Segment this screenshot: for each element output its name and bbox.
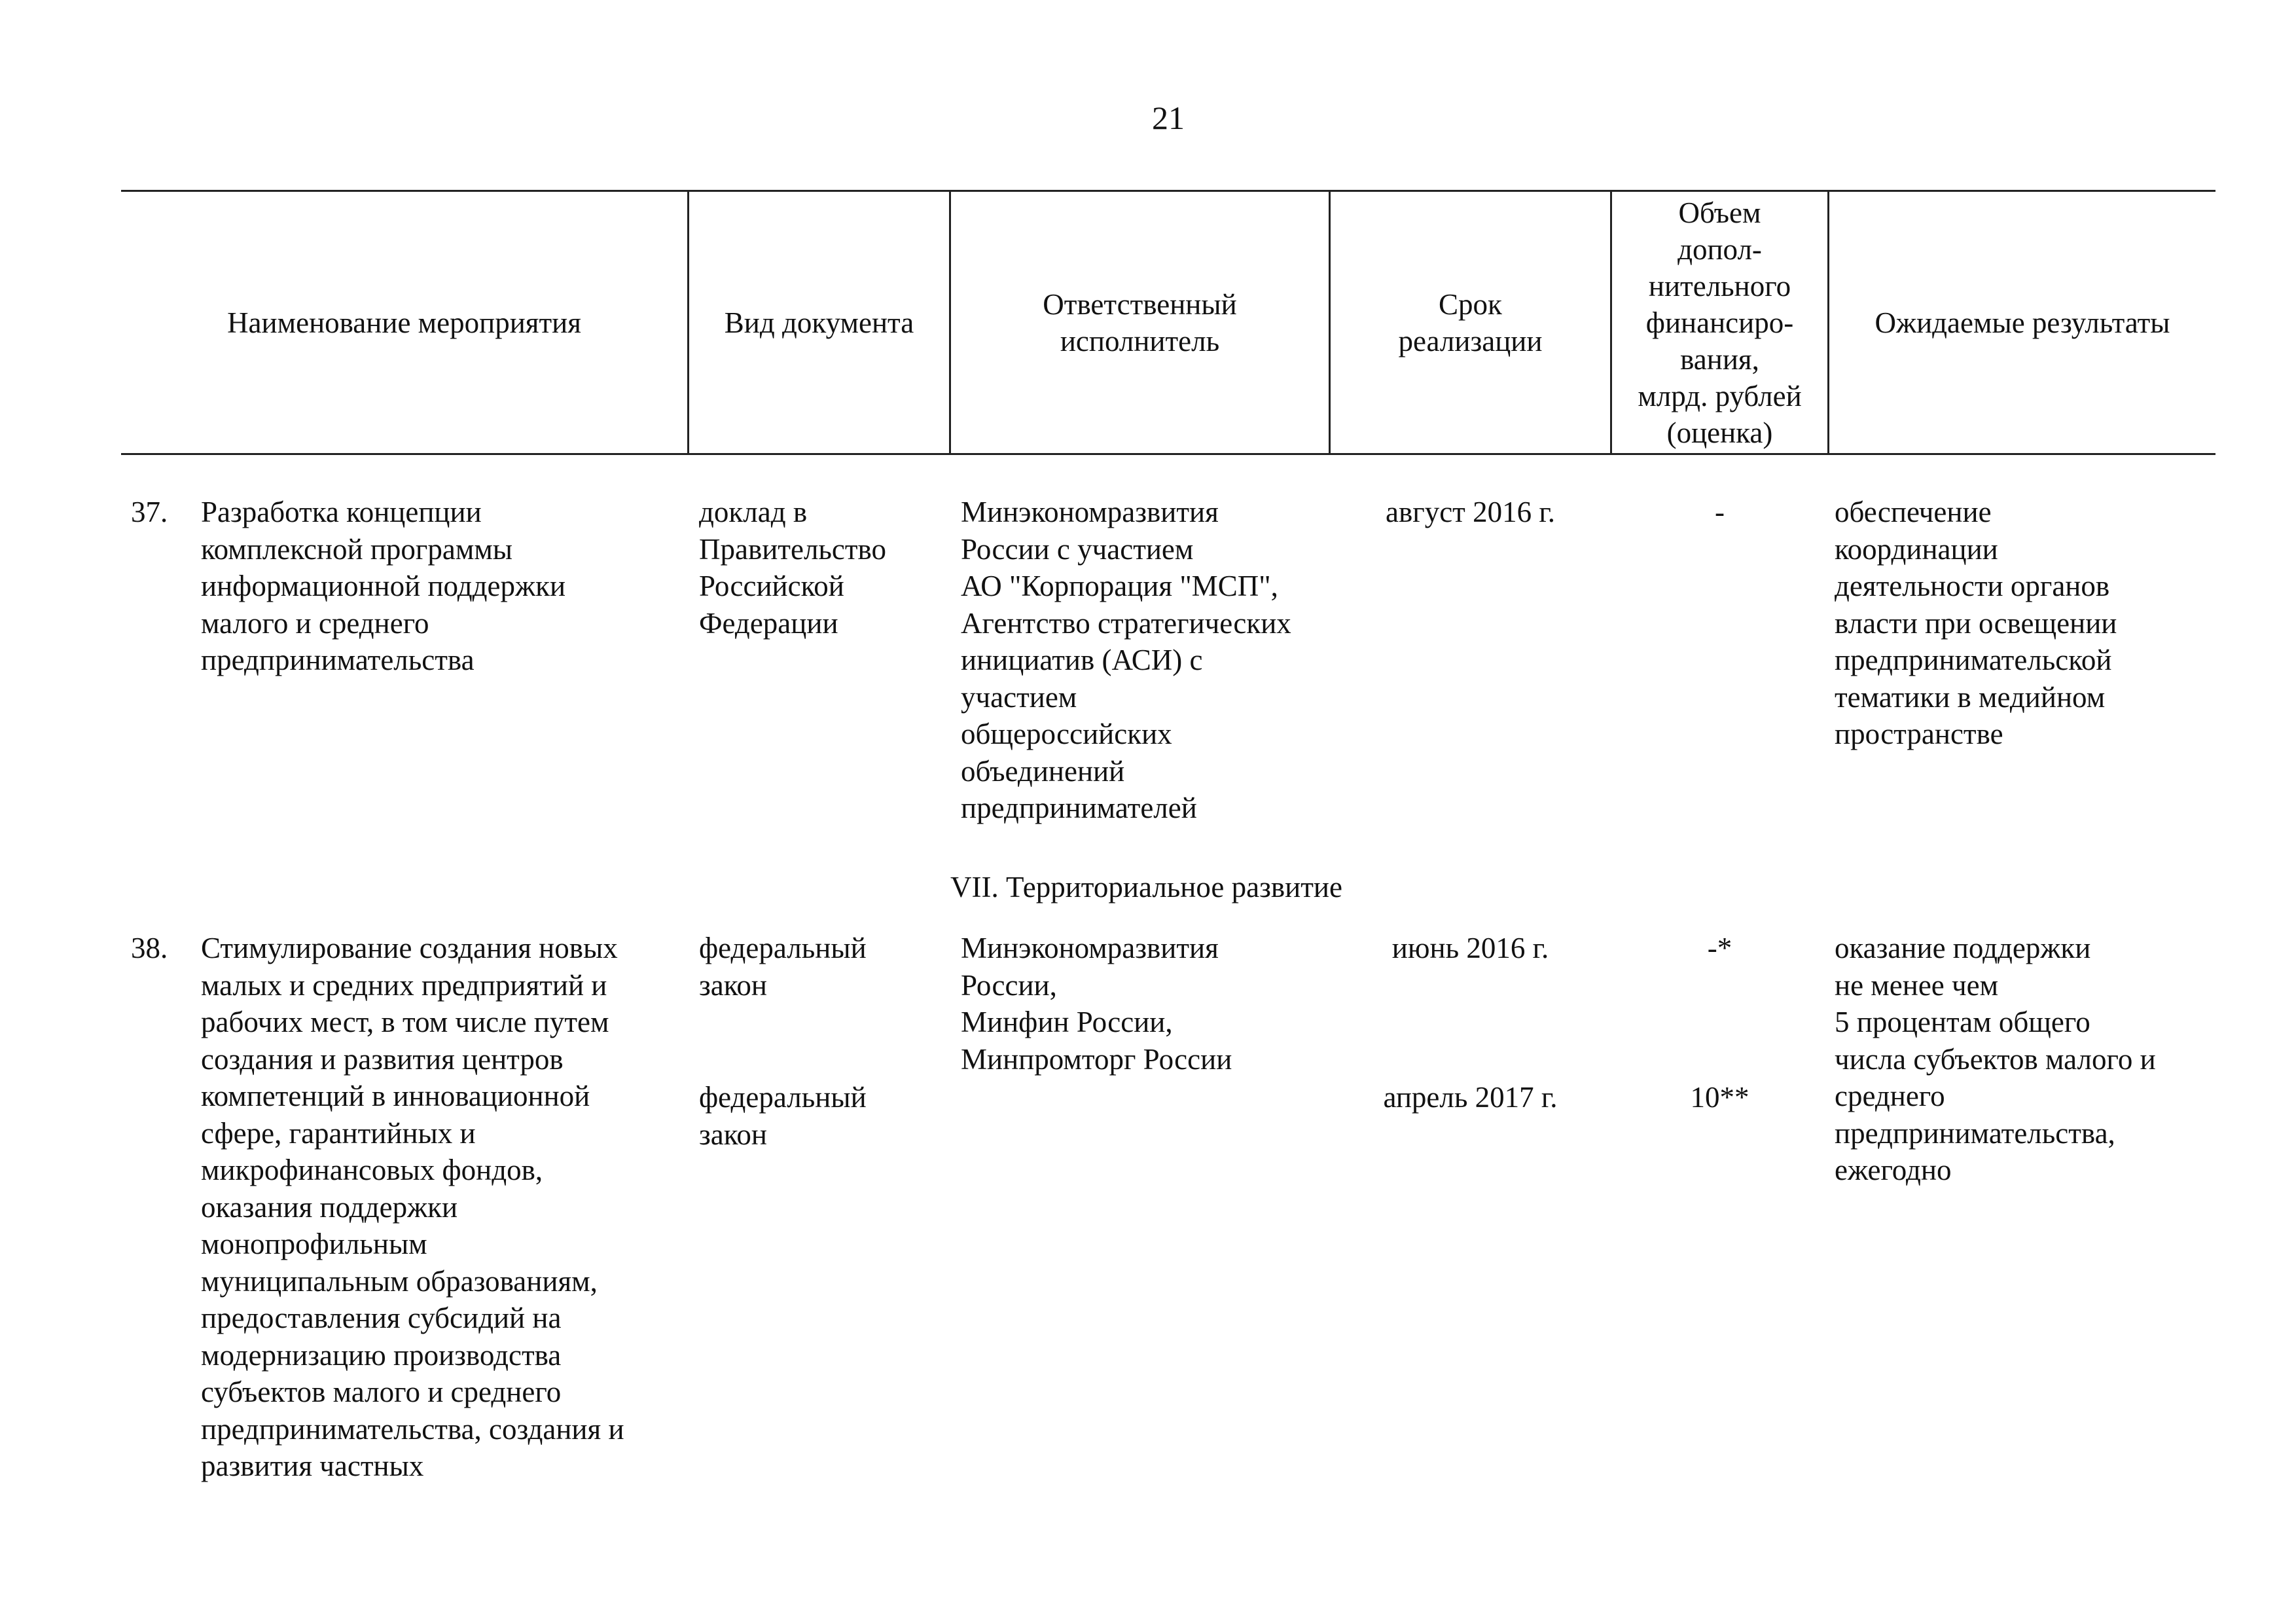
row-deadline: апрель 2017 г. bbox=[1383, 1081, 1558, 1114]
header-executor-text: Ответственный исполнитель bbox=[1043, 288, 1237, 357]
row-financing: - bbox=[1715, 496, 1725, 528]
header-name-text: Наименование мероприятия bbox=[227, 306, 581, 339]
header-doc-type-text: Вид документа bbox=[724, 306, 914, 339]
row-executor: Минэкономразвития России, Минфин России, Минпромторг России bbox=[961, 932, 1232, 1076]
row-deadline: август 2016 г. bbox=[1386, 496, 1555, 528]
page-number: 21 bbox=[1152, 100, 1185, 136]
row-number: 38. bbox=[131, 932, 168, 964]
row-results: оказание поддержки не менее чем 5 процентам общего числа субъектов малого и среднего предпринимательства, ежегодно bbox=[1835, 932, 2156, 1186]
header-financing-text: Объем допол- нительного финансиро- вания, млрд. рублей (оценка) bbox=[1638, 196, 1802, 449]
row-deadline: июнь 2016 г. bbox=[1391, 932, 1549, 964]
section-title: VII. Территориальное развитие bbox=[950, 871, 1342, 903]
header-deadline-text: Срок реализации bbox=[1398, 288, 1543, 357]
header-name bbox=[121, 191, 687, 454]
row-doc-type: федеральный закон bbox=[699, 932, 867, 1002]
row-results: обеспечение координации деятельности органов власти при освещении предпринимательской тематики в медийном пространстве bbox=[1835, 496, 2117, 750]
row-name: Разработка концепции комплексной программы информационной поддержки малого и среднего предпринимательства bbox=[201, 496, 566, 676]
header-executor bbox=[951, 191, 1329, 454]
row-financing: -* bbox=[1707, 932, 1732, 964]
row-doc-type: федеральный закон bbox=[699, 1081, 867, 1151]
row-number: 37. bbox=[131, 496, 168, 528]
header-financing bbox=[1612, 191, 1827, 454]
row-doc-type: доклад в Правительство Российской Федерации bbox=[699, 496, 886, 640]
row-name: Стимулирование создания новых малых и средних предприятий и рабочих мест, в том числе путем создания и развития центров компетенций в инновационной сфере, гарантийных и микрофинансовых фондов, оказания поддержки монопрофильным муниципальным образованиям, предоставления субсидий на модернизацию производства субъектов малого и среднего предпринимательства, создания и развития частных bbox=[201, 932, 624, 1482]
header-deadline bbox=[1331, 191, 1610, 454]
header-doc-type bbox=[689, 191, 949, 454]
header-results bbox=[1829, 191, 2215, 454]
row-financing: 10** bbox=[1690, 1081, 1749, 1114]
row-executor: Минэкономразвития России с участием АО "Корпорация "МСП", Агентство стратегических инициатив (АСИ) с участием общероссийских объединений предпринимателей bbox=[961, 496, 1291, 824]
header-results-text: Ожидаемые результаты bbox=[1874, 306, 2170, 339]
